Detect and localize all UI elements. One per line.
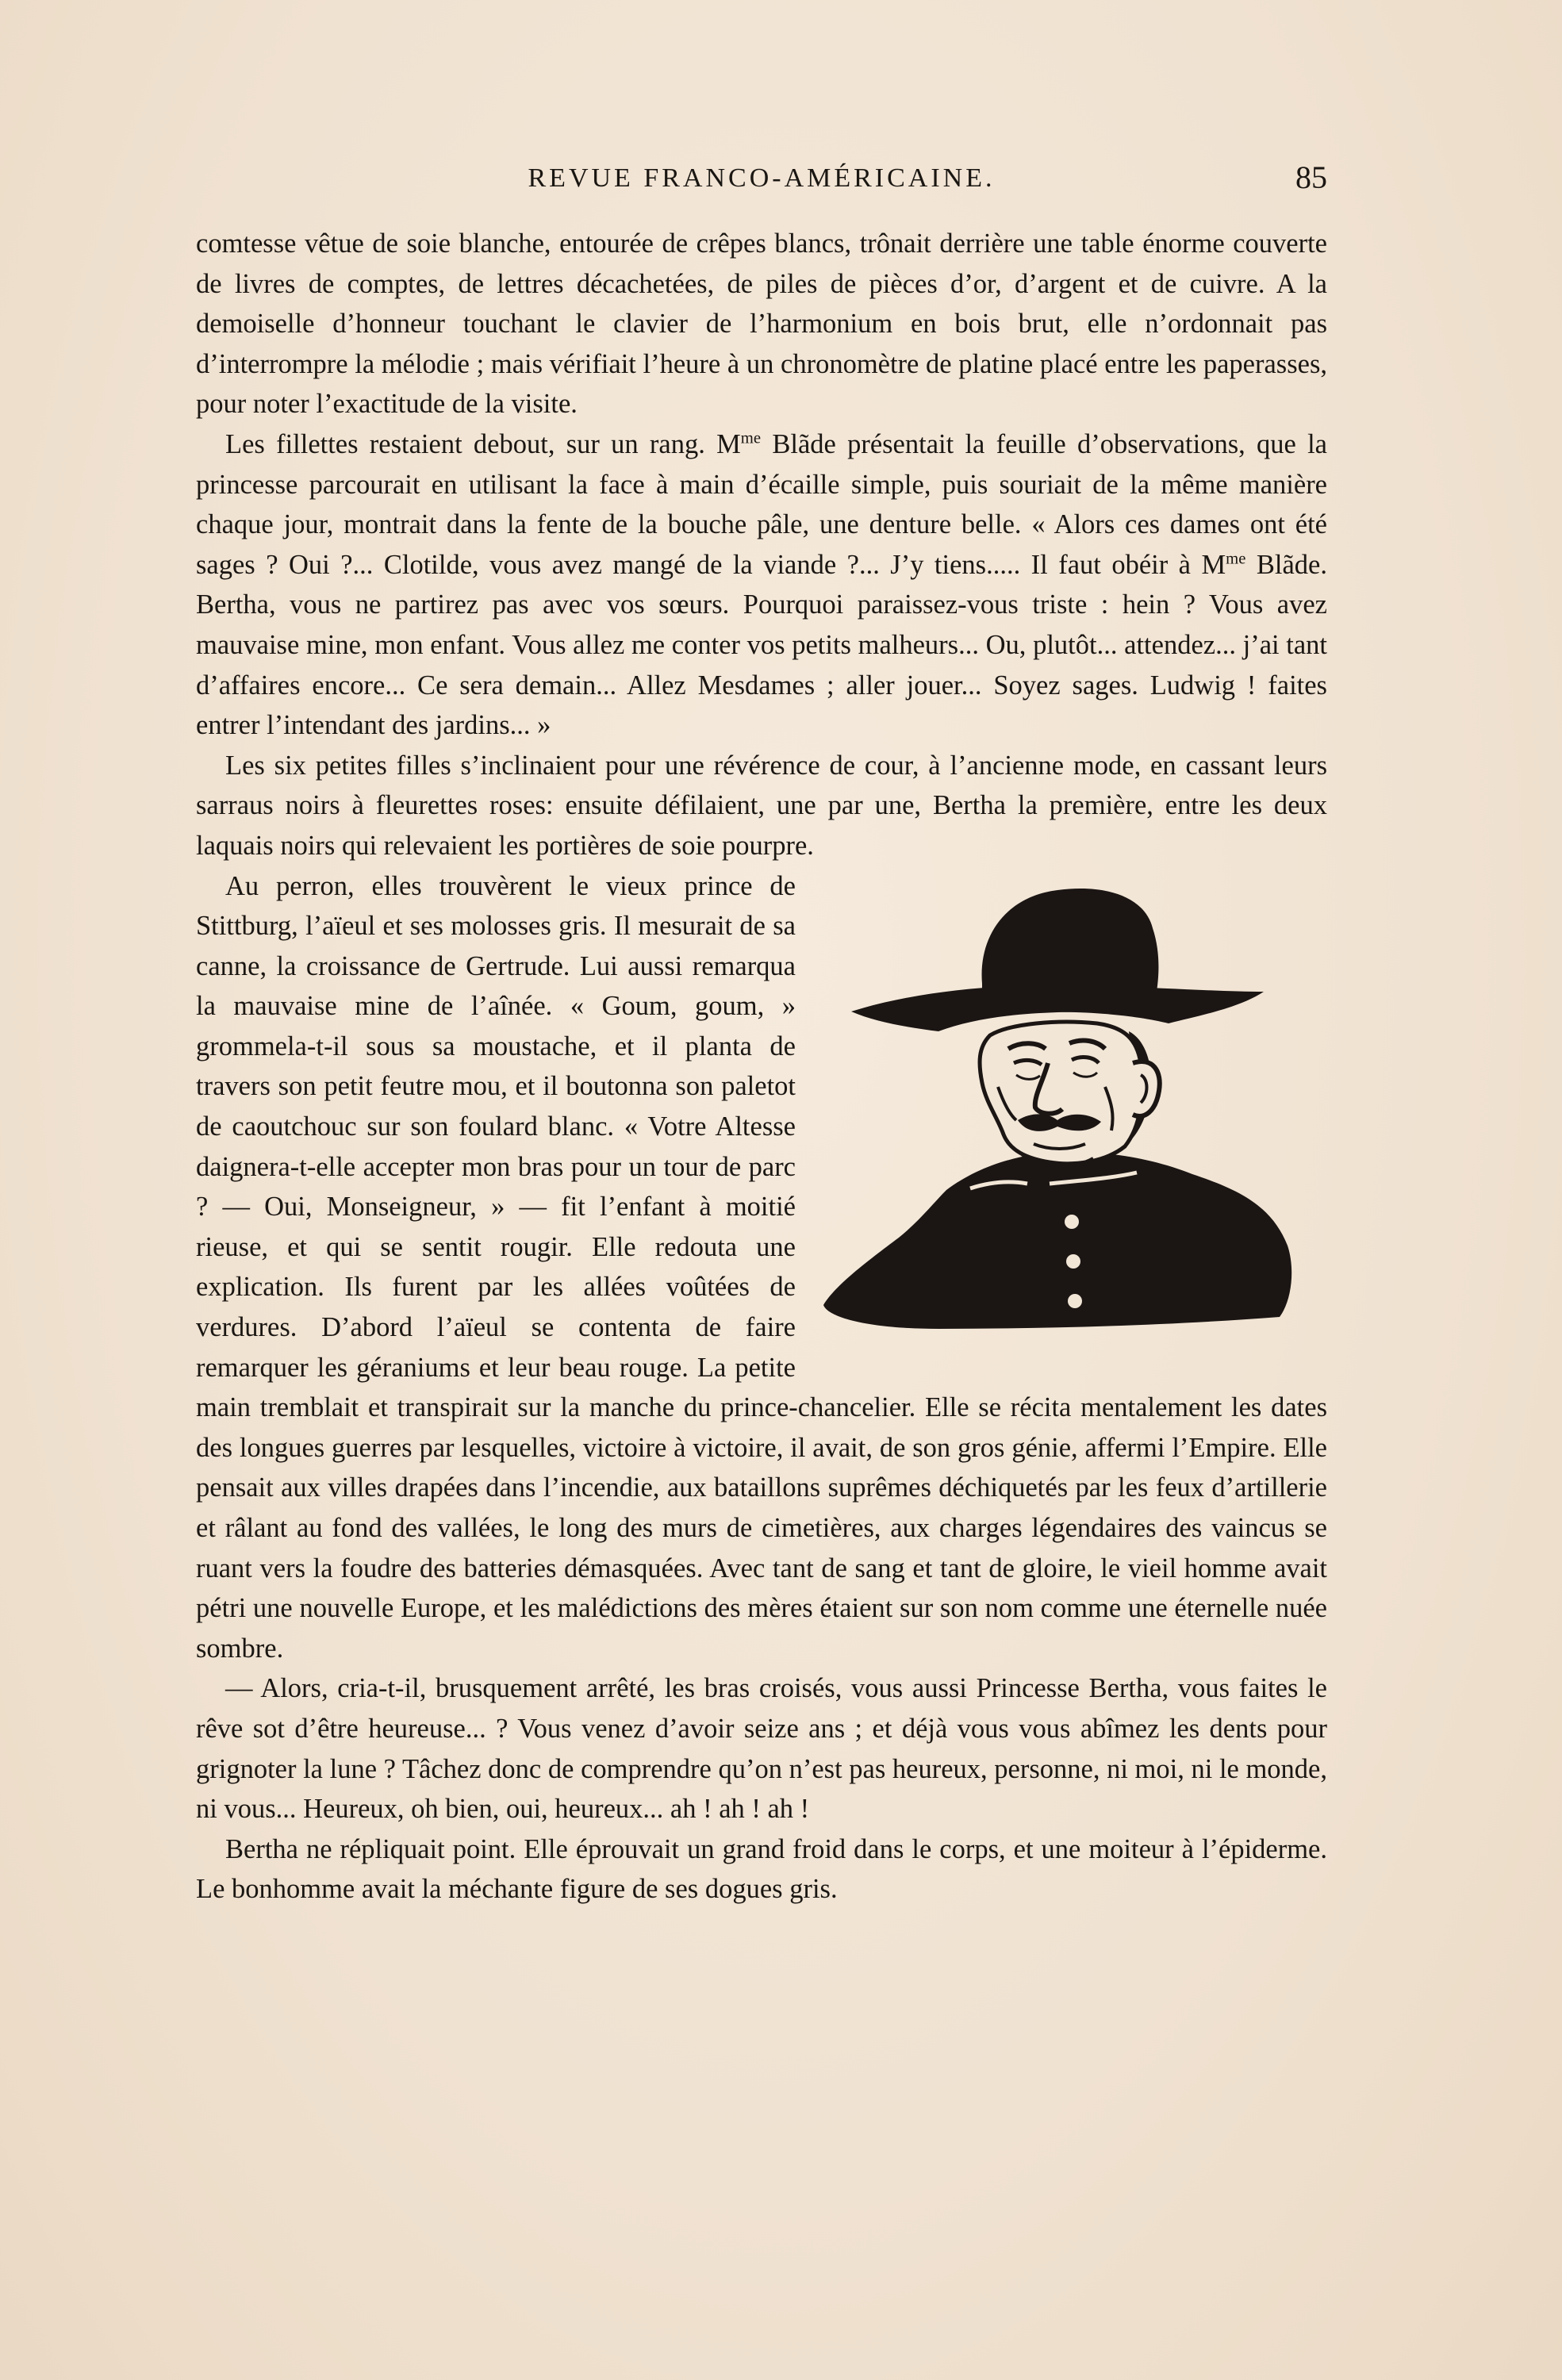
paragraph-2 [196, 424, 1327, 746]
old-man-hat-portrait-icon [819, 873, 1335, 1349]
superscript-me: me [1226, 550, 1246, 568]
paragraph-2-part-2: Blãde présentait la feuille d’observations, que la princesse parcourait en utilisant la face à main d’écaille simple, puis souriait de la même manière chaque jour, montrait dans la fente de la bouche pâle, une denture belle. « Alors ces dames ont été sages ? Oui ?... Clotilde, vous avez mangé de la viande ?... J’y tiens..... Il faut obéir à M [196, 428, 1327, 580]
paragraph-1: comtesse vêtue de soie blanche, entourée de crêpes blancs, trônait derrière une table énorme couverte de livres de comptes, de lettres décachetées, de piles de pièces d’or, d’argent et de cuivre. A la demoiselle d’honneur touchant le clavier de l’harmonium en bois brut, elle n’ordonnait pas d’interrompre la mélodie ; mais vérifiait l’heure à un chronomètre de platine placé entre les paperasses, pour noter l’exactitude de la visite. [196, 228, 1327, 420]
page-number: 85 [1295, 159, 1327, 195]
page-header [196, 159, 1327, 206]
superscript-me: me [740, 429, 762, 447]
paragraph-2-part-3: Blãde. Bertha, vous ne partirez pas avec vos sœurs. Pourquoi paraissez-vous triste : hein ? Vous avez mauvaise mine, mon enfant. Vous allez me conter vos petits malheurs... Ou, plutôt... attendez... j’ai tant d’affaires encore... Ce sera demain... Allez Mesdames ; aller jouer... Soyez sages. Ludwig ! faites entrer l’intendant des jardins... » [196, 549, 1327, 741]
paragraph-4: Au perron, elles trouvèrent le vieux prince de Stittburg, l’aïeul et ses molosses gris. Il mesurait de sa canne, la croissance de Gertrude. Lui aussi remarqua la mauvaise mine de l’aînée. « Goum, goum, » grommela-t-il sous sa moustache, et il planta de travers son petit feutre mou, et il boutonna son paletot de caoutchouc sur son foulard blanc. « Votre Altesse daignera-t-elle accepter mon bras pour un tour de parc ? — Oui, Monseigneur, » — fit l’enfant à moitié rieuse, et qui se sentit rougir. Elle redouta une explication. Ils furent par les allées voûtées de verdures. D’abord l’aïeul se contenta de faire remarquer les géraniums et leur beau rouge. La petite main tremblait et transpirait sur la manche du prince-chancelier. Elle se récita mentalement les dates des longues guerres par lesquelles, victoire à victoire, il avait, de son gros génie, affermi l’Empire. Elle pensait aux villes drapées dans l’incendie, aux bataillons suprêmes déchiquetés par les feux d’artillerie et râlant au fond des vallées, le long des murs de cimetières, aux charges légendaires des vaincus se ruant vers la foudre des batteries démasquées. Avec tant de sang et tant de gloire, le vieil homme avait pétri une nouvelle Europe, et les malédictions des mères étaient sur son nom comme une éternelle nuée sombre. [196, 870, 1327, 1664]
paragraph-2-part-1: Les fillettes restaient debout, sur un rang. M [225, 428, 741, 459]
paragraph-6: Bertha ne répliquait point. Elle éprouvait un grand froid dans le corps, et une moiteur à l’épiderme. Le bonhomme avait la méchante figure de ses dogues gris. [196, 1833, 1327, 1905]
running-title: REVUE FRANCO-AMÉRICAINE. [528, 163, 996, 193]
portrait-illustration [819, 873, 1335, 1365]
paragraph-5: — Alors, cria-t-il, brusquement arrêté, les bras croisés, vous aussi Princesse Bertha, vous faites le rêve sot d’être heureuse... ? Vous venez d’avoir seize ans ; et déjà vous vous abîmez les dents pour grignoter la lune ? Tâchez donc de comprendre qu’on n’est pas heureux, personne, ni moi, ni le monde, ni vous... Heureux, oh bien, oui, heureux... ah ! ah ! ah ! [196, 1673, 1327, 1825]
article-body [196, 224, 1327, 1910]
paragraph-3: Les six petites filles s’inclinaient pour une révérence de cour, à l’ancienne mode, en cassant leurs sarraus noirs à fleurettes roses: ensuite défilaient, une par une, Bertha la première, entre les deux laquais noirs qui relevaient les portières de soie pourpre. [196, 750, 1327, 861]
